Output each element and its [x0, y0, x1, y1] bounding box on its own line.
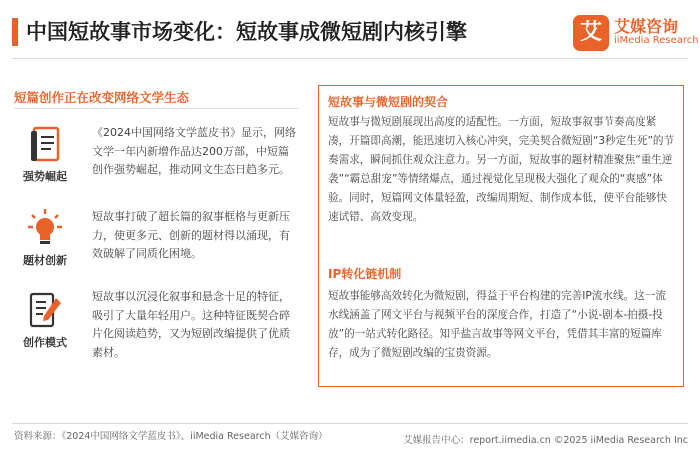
section-heading: IP转化链机制 — [328, 267, 402, 281]
iimedia-logo-icon: 艾 — [573, 15, 609, 51]
section-heading: 短故事与微短剧的契合 — [328, 95, 449, 109]
feature-text: 短故事以沉浸化叙事和悬念十足的特征，吸引了大量年轻用户。这种特征既契合碎片化阅读趋势，又为短剧改编提供了优质素材。 — [92, 290, 290, 359]
section-text: 短故事与微短剧展现出高度的适配性。一方面，短故事叙事节奏高度紧凑，开篇即高潮，能迅速切入核心冲突，完美契合微短剧“3秒定生死”的节奏需求，瞬间抓住观众注意力。另一方面，短故事的题材精准聚焦“重生逆袭”“霸总甜宠”等情绪爆点，通过视觉化呈现极大强化了观众的“爽感”体验。同时，短篇网文体量轻盈，改编周期短、制作成本低，使平台能够快速试错、高效变现。 — [328, 116, 675, 223]
feature-label: 强势崛起 — [23, 170, 67, 183]
left-section-heading: 短篇创作正在改变网络文学生态 — [14, 90, 190, 105]
logo-subtitle: iiMedia Research — [614, 35, 699, 46]
feature-item-rise — [20, 124, 70, 184]
lightbulb-icon — [26, 208, 64, 248]
footer-credit: 艾媒报告中心：report.iimedia.cn ©2025 iiMedia Research Inc — [403, 435, 688, 446]
feature-text: 《2024中国网络文学蓝皮书》显示，网络文学一年内新增作品达200万部，中短篇创作强势崛起，推动网文生态日趋多元。 — [92, 126, 296, 176]
pen-document-icon — [26, 290, 64, 330]
page-title: 中国短故事市场变化：短故事成微短剧内核引擎 — [26, 20, 467, 44]
logo-name: 艾媒咨询 — [614, 17, 679, 36]
book-icon — [26, 124, 64, 164]
feature-text: 短故事打破了超长篇的叙事框格与更新压力，使更多元、创新的题材得以涌现，有效破解了同质化困境。 — [92, 210, 290, 260]
feature-label: 创作模式 — [23, 336, 67, 349]
feature-item-topic — [20, 208, 70, 268]
source-note: 资料来源：《2024中国网络文学蓝皮书》、iiMedia Research（艾媒咨询） — [14, 431, 328, 442]
feature-item-mode — [20, 290, 70, 350]
header-divider — [12, 58, 688, 59]
title-accent-bar — [12, 18, 18, 46]
left-heading-divider — [14, 108, 299, 109]
section-text: 短故事能够高效转化为微短剧，得益于平台构建的完善IP流水线。这一流水线涵盖了网文平台与视频平台的深度合作，打造了“小说-剧本-拍摄-投放”的一站式转化路径。知乎盐言故事等网文平台，凭借其丰富的短篇库存，成为了微短剧改编的宝贵资源。 — [328, 290, 666, 359]
feature-label: 题材创新 — [23, 254, 67, 267]
footer-divider — [12, 423, 688, 424]
